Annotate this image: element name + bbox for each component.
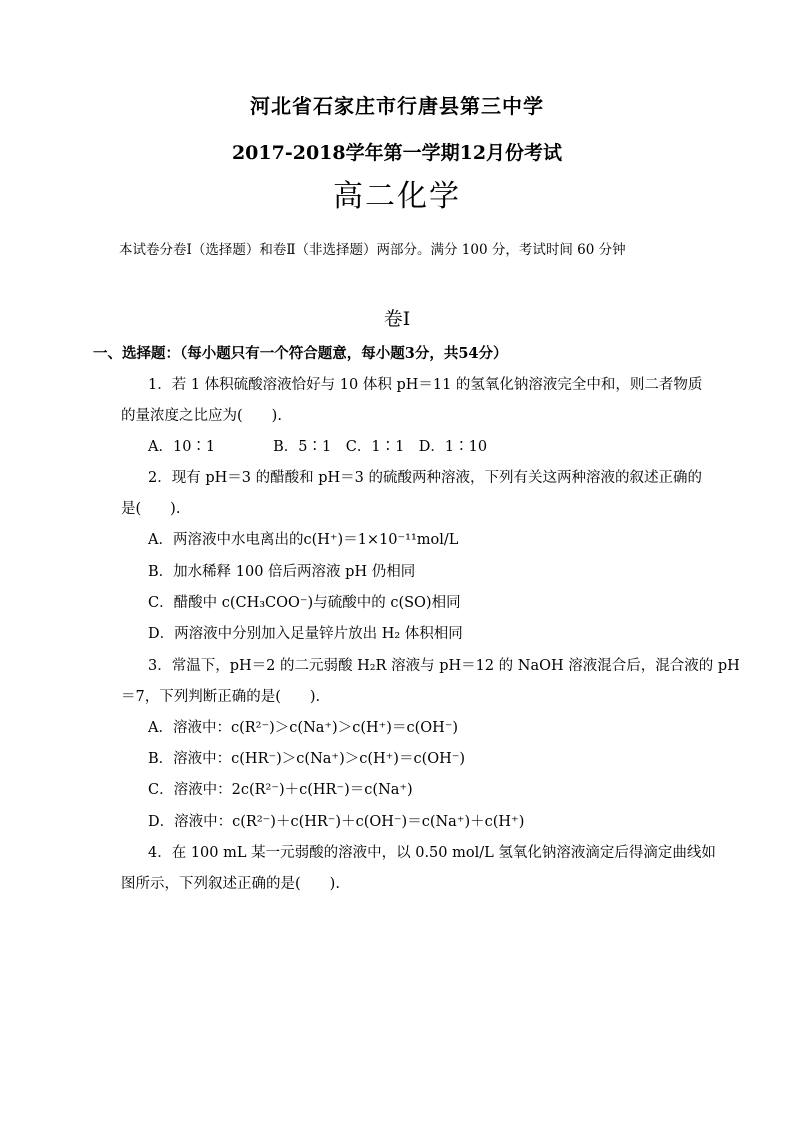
exam-instructions: 本试卷分卷Ⅰ（选择题）和卷Ⅱ（非选择题）两部分。满分 100 分，考试时间 60 分钟 [119, 242, 626, 258]
question-3-option-c: C．溶液中：2c(R²⁻)＋c(HR⁻)＝c(Na⁺) [148, 782, 413, 798]
question-4-stem-line1: 4．在 100 mL 某一元弱酸的溶液中，以 0.50 mol/L 氢氧化钠溶液滴定后得滴定曲线如 [148, 845, 716, 861]
question-2-stem-line1: 2．现有 pH＝3 的醋酸和 pH＝3 的硫酸两种溶液，下列有关这两种溶液的叙述正确的 [148, 470, 702, 486]
question-2-option-b: B．加水稀释 100 倍后两溶液 pH 仍相同 [148, 564, 416, 580]
question-3-stem-line2: ＝7，下列判断正确的是( ). [121, 689, 321, 705]
question-3-option-b: B．溶液中：c(HR⁻)＞c(Na⁺)＞c(H⁺)＝c(OH⁻) [148, 751, 466, 767]
school-name: 河北省石家庄市行唐县第三中学 [250, 94, 544, 118]
question-2-option-d: D．两溶液中分别加入足量锌片放出 H₂ 体积相同 [148, 626, 463, 642]
subject-title: 高二化学 [333, 179, 461, 214]
question-3-option-a: A．溶液中：c(R²⁻)＞c(Na⁺)＞c(H⁺)＝c(OH⁻) [148, 720, 459, 736]
question-3-stem-line1: 3．常温下，pH＝2 的二元弱酸 H₂R 溶液与 pH＝12 的 NaOH 溶液混合后，混合液的 pH [148, 658, 740, 674]
question-2-option-a: A．两溶液中水电离出的c(H⁺)＝1×10⁻¹¹mol/L [148, 532, 459, 548]
question-1-stem-line1: 1．若 1 体积硫酸溶液恰好与 10 体积 pH＝11 的氢氧化钠溶液完全中和，则二者物质 [148, 377, 703, 393]
question-1-stem-line2: 的量浓度之比应为( ). [121, 408, 282, 424]
question-2-stem-line2: 是( ). [121, 501, 181, 517]
question-4-stem-line2: 图所示，下列叙述正确的是( ). [121, 876, 340, 892]
question-2-option-c: C．醋酸中 c(CH₃COO⁻)与硫酸中的 c(SO)相同 [148, 595, 461, 611]
part-title: 卷Ⅰ [383, 308, 411, 330]
question-1-options: A．10∶1 B．5∶1 C．1∶1 D．1∶10 [148, 439, 488, 455]
question-3-option-d: D．溶液中：c(R²⁻)＋c(HR⁻)＋c(OH⁻)＝c(Na⁺)＋c(H⁺) [148, 814, 525, 830]
section-title: 一、选择题：（每小题只有一个符合题意，每小题3分，共54分） [93, 345, 508, 362]
exam-title: 2017-2018学年第一学期12月份考试 [231, 142, 563, 164]
